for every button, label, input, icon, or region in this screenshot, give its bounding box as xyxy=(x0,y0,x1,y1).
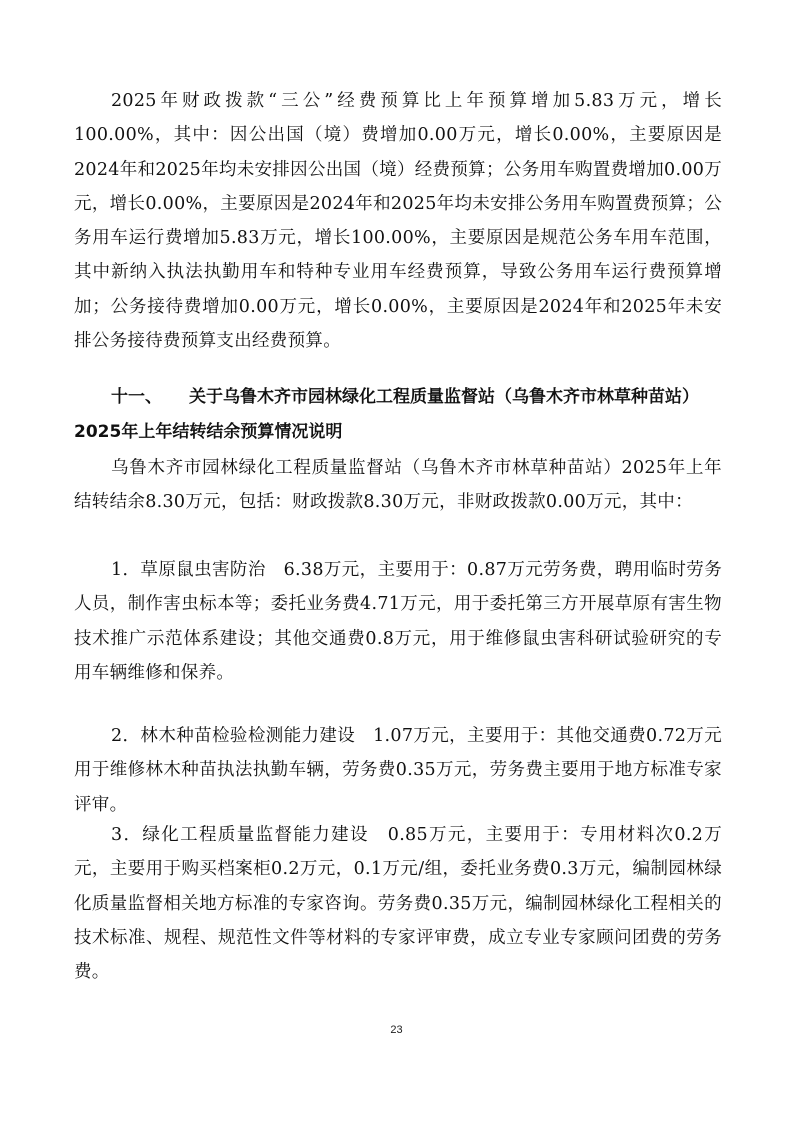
section-title: 关于乌鲁木齐市园林绿化工程质量监督站（乌鲁木齐市林草种苗站）2025年上年结转结余预算情况说明 xyxy=(74,387,699,442)
section-heading xyxy=(74,380,722,450)
section-number: 十一、 xyxy=(111,387,162,407)
paragraph-item-3: 3．绿化工程质量监督能力建设 0.85万元，主要用于：专用材料次0.2万元，主要用于购买档案柜0.2万元，0.1万元/组，委托业务费0.3万元，编制园林绿化质量监督相关地方标准的专家咨询。劳务费0.35万元，编制园林绿化工程相关的技术标准、规程、规范性文件等材料的专家评审费，成立专业专家顾问团费的劳务费。 xyxy=(74,825,722,983)
paragraph-item-2: 2．林木种苗检验检测能力建设 1.07万元，主要用于：其他交通费0.72万元用于维修林木种苗执法执勤车辆，劳务费0.35万元，劳务费主要用于地方标准专家评审。 xyxy=(74,726,722,815)
paragraph-carryover-summary: 乌鲁木齐市园林绿化工程质量监督站（乌鲁木齐市林草种苗站）2025年上年结转结余8.30万元，包括：财政拨款8.30万元，非财政拨款0.00万元，其中： xyxy=(74,458,722,513)
paragraph-sangong-budget: 2025年财政拨款“三公”经费预算比上年预算增加5.83万元，增长100.00%，其中：因公出国（境）费增加0.00万元，增长0.00%，主要原因是2024年和2025年均未安排因公出国（境）经费预算；公务用车购置费增加0.00万元，增长0.00%，主要原因是2024年和2025年均未安排公务用车购置费预算；公务用车运行费增加5.83万元，增长100.00%，主要原因是规范公务车用车范围，其中新纳入执法执勤用车和特种专业用车经费预算，导致公务用车运行费预算增加；公务接待费增加0.00万元，增长0.00%，主要原因是2024年和2025年未安排公务接待费预算支出经费预算。 xyxy=(74,91,722,352)
paragraph-item-1: 1．草原鼠虫害防治 6.38万元，主要用于：0.87万元劳务费，聘用临时劳务人员，制作害虫标本等；委托业务费4.71万元，用于委托第三方开展草原有害生物技术推广示范体系建设；其他交通费0.8万元，用于维修鼠虫害科研试验研究的专用车辆维修和保养。 xyxy=(74,560,722,683)
page-number: 23 xyxy=(390,1024,403,1036)
